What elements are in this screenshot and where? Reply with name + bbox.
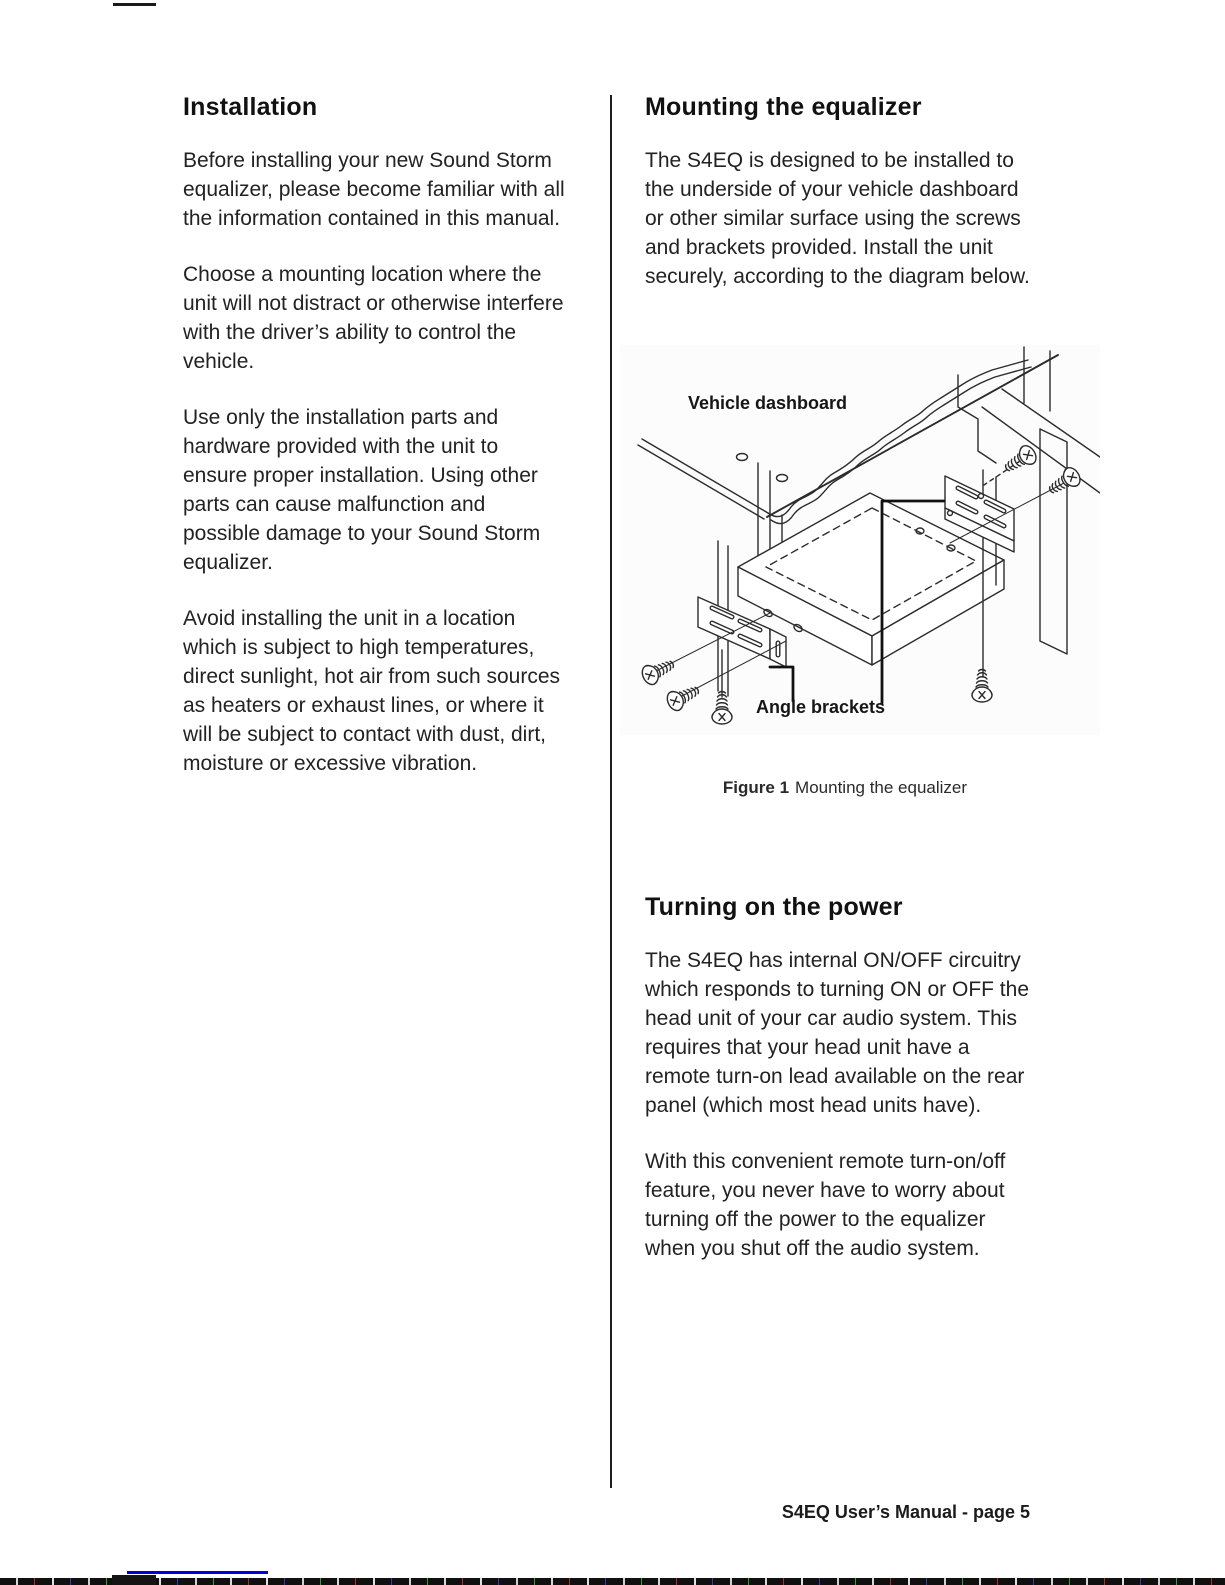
- screw-icon: [1001, 443, 1039, 477]
- mounting-heading: Mounting the equalizer: [645, 93, 922, 121]
- installation-heading: Installation: [183, 93, 318, 121]
- turning-on-power-section: [645, 893, 1035, 1290]
- page-footer: S4EQ User’s Manual - page 5: [781, 1502, 1030, 1522]
- screw-guide-dashed: [984, 461, 1020, 485]
- screw-icon: [639, 655, 677, 687]
- power-heading: Turning on the power: [645, 893, 903, 921]
- left-column: [183, 93, 567, 805]
- figure-caption: [620, 778, 1070, 798]
- crop-mark: [113, 3, 156, 6]
- figure-caption-text: Mounting the equalizer: [795, 778, 968, 797]
- screw-icon: [1045, 465, 1083, 499]
- angle-brackets-label: Angle brackets: [756, 697, 886, 717]
- column-divider: [610, 95, 612, 1488]
- right-column: [645, 93, 1033, 318]
- paragraph: With this convenient remote turn-on/off feature, you never have to worry about turning off the power to the equalizer when you shut off the audio system.: [645, 1150, 1006, 1260]
- angle-brackets-leader-line: [770, 667, 793, 701]
- paragraph: The S4EQ is designed to be installed to the underside of your vehicle dashboard or other similar surface using the screws and brackets provided. Install the unit securely, according to the diagram below.: [645, 149, 1030, 288]
- paragraph: Choose a mounting location where the unit will not distract or otherwise interfere with the driver’s ability to control the vehicle.: [183, 263, 564, 373]
- screw-icon: [664, 681, 702, 713]
- paragraph: Use only the installation parts and hardware provided with the unit to ensure proper installation. Using other parts can cause malfunction and possible damage to your Sound Storm equalizer.: [183, 406, 541, 574]
- figure-1-mounting-diagram: [620, 345, 1100, 735]
- figure-caption-number: Figure 1: [722, 778, 790, 797]
- scan-artifact-blue-line: [127, 1571, 268, 1574]
- paragraph: Before installing your new Sound Storm equalizer, please become familiar with all the information contained in this manual.: [183, 149, 565, 230]
- screw-icon: [972, 670, 992, 703]
- vehicle-dashboard-label: Vehicle dashboard: [688, 393, 848, 413]
- scan-artifact-black-block: [112, 1575, 156, 1585]
- paragraph: The S4EQ has internal ON/OFF circuitry which responds to turning ON or OFF the head unit of your car audio system. This requires that your head unit have a remote turn-on lead available on the rear panel (which most head units have).: [645, 949, 1029, 1117]
- scan-artifact-edge-strip: [0, 1578, 1225, 1585]
- paragraph: Avoid installing the unit in a location which is subject to high temperatures, direct sunlight, hot air from such sources as heaters or exhaust lines, or where it will be subject to contact with dust, dirt, moisture or excessive vibration.: [183, 607, 560, 775]
